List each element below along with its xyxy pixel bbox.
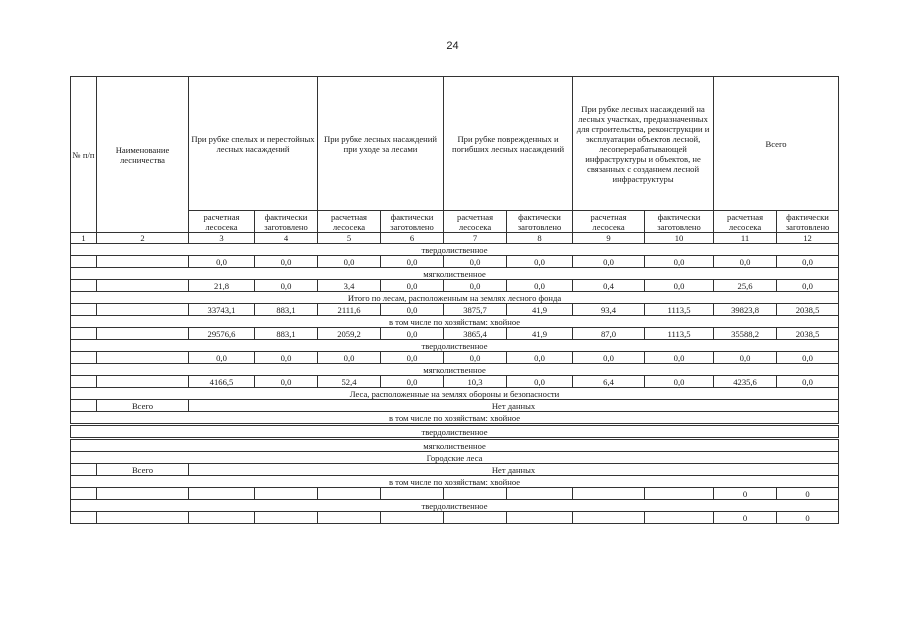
section-label: в том числе по хозяйствам: хвойное bbox=[71, 412, 839, 425]
section-label: твердолиственное bbox=[71, 244, 839, 256]
table-cell: 2111,6 bbox=[318, 304, 381, 316]
logging-volumes-table bbox=[70, 76, 839, 524]
section-label: твердолиственное bbox=[71, 425, 839, 439]
table-cell: 883,1 bbox=[255, 328, 318, 340]
cell-name bbox=[97, 328, 189, 340]
table-cell: 35588,2 bbox=[714, 328, 777, 340]
section-label: твердолиственное bbox=[71, 500, 839, 512]
table-cell: 6,4 bbox=[573, 376, 645, 388]
cell-no bbox=[71, 488, 97, 500]
table-cell bbox=[507, 488, 573, 500]
header-sub-a: расчетная лесосека bbox=[189, 211, 255, 233]
table-cell bbox=[255, 512, 318, 524]
table-cell: 0 bbox=[714, 488, 777, 500]
table-cell: 0,0 bbox=[573, 256, 645, 268]
table-cell: 0,0 bbox=[645, 376, 714, 388]
table-cell: 0,0 bbox=[255, 352, 318, 364]
cell-name bbox=[97, 304, 189, 316]
table-cell: 0,4 bbox=[573, 280, 645, 292]
cell-no bbox=[71, 352, 97, 364]
cell-name bbox=[97, 256, 189, 268]
section-label: в том числе по хозяйствам: хвойное bbox=[71, 316, 839, 328]
table-cell: 0,0 bbox=[318, 256, 381, 268]
table-cell: 0 bbox=[714, 512, 777, 524]
table-cell: 0,0 bbox=[777, 376, 839, 388]
table-row bbox=[71, 376, 839, 388]
table-cell: 0,0 bbox=[255, 280, 318, 292]
table-cell: 0,0 bbox=[507, 376, 573, 388]
table-cell: 1113,5 bbox=[645, 328, 714, 340]
header-sub-a: расчетная лесосека bbox=[714, 211, 777, 233]
table-cell: 0,0 bbox=[381, 376, 444, 388]
table-cell bbox=[381, 488, 444, 500]
table-cell: 0,0 bbox=[777, 256, 839, 268]
table-cell: 0,0 bbox=[777, 280, 839, 292]
table-cell: 0,0 bbox=[507, 352, 573, 364]
col-number: 7 bbox=[444, 233, 507, 244]
table-row bbox=[71, 352, 839, 364]
section-label: мягколиственное bbox=[71, 439, 839, 452]
table-cell: 10,3 bbox=[444, 376, 507, 388]
col-number: 10 bbox=[645, 233, 714, 244]
header-sub-b: фактически заготовлено bbox=[381, 211, 444, 233]
cell-no bbox=[71, 376, 97, 388]
table-cell: 0,0 bbox=[714, 256, 777, 268]
cell-name: Всего bbox=[97, 464, 189, 476]
table-cell: 4235,6 bbox=[714, 376, 777, 388]
table-cell: 33743,1 bbox=[189, 304, 255, 316]
section-label: твердолиственное bbox=[71, 340, 839, 352]
table-cell: 0,0 bbox=[507, 256, 573, 268]
cell-no bbox=[71, 464, 97, 476]
header-sub-a: расчетная лесосека bbox=[444, 211, 507, 233]
header-sub-b: фактически заготовлено bbox=[507, 211, 573, 233]
table-row bbox=[71, 400, 839, 412]
table-cell: 52,4 bbox=[318, 376, 381, 388]
table-cell: 0 bbox=[777, 488, 839, 500]
cell-no bbox=[71, 328, 97, 340]
table-cell: 0,0 bbox=[255, 256, 318, 268]
table-cell: 87,0 bbox=[573, 328, 645, 340]
table-cell: 3875,7 bbox=[444, 304, 507, 316]
table-cell: 0,0 bbox=[777, 352, 839, 364]
col-number: 8 bbox=[507, 233, 573, 244]
col-number: 4 bbox=[255, 233, 318, 244]
table-cell: 41,9 bbox=[507, 304, 573, 316]
table-cell: 883,1 bbox=[255, 304, 318, 316]
table-cell bbox=[645, 512, 714, 524]
cell-name: Всего bbox=[97, 400, 189, 412]
table-cell bbox=[444, 512, 507, 524]
section-label: в том числе по хозяйствам: хвойное bbox=[71, 476, 839, 488]
table-cell: 0,0 bbox=[444, 352, 507, 364]
header-row-groups bbox=[71, 77, 839, 211]
table-cell: 0,0 bbox=[444, 280, 507, 292]
table-cell bbox=[318, 488, 381, 500]
no-data-cell: Нет данных bbox=[189, 400, 839, 412]
section-label: мягколиственное bbox=[71, 364, 839, 376]
col-number: 3 bbox=[189, 233, 255, 244]
section-label: мягколиственное bbox=[71, 268, 839, 280]
header-sub-b: фактически заготовлено bbox=[255, 211, 318, 233]
table-cell: 0,0 bbox=[189, 256, 255, 268]
cell-no bbox=[71, 280, 97, 292]
col-number: 11 bbox=[714, 233, 777, 244]
header-sub-b: фактически заготовлено bbox=[777, 211, 839, 233]
header-no: № п/п bbox=[71, 77, 97, 233]
table-cell: 0,0 bbox=[444, 256, 507, 268]
table-cell: 29576,6 bbox=[189, 328, 255, 340]
table-row bbox=[71, 328, 839, 340]
table-cell: 0,0 bbox=[381, 328, 444, 340]
col-number: 2 bbox=[97, 233, 189, 244]
col-number: 1 bbox=[71, 233, 97, 244]
table-cell bbox=[255, 488, 318, 500]
col-number: 5 bbox=[318, 233, 381, 244]
header-sub-b: фактически заготовлено bbox=[645, 211, 714, 233]
table-cell: 3,4 bbox=[318, 280, 381, 292]
table-cell: 0,0 bbox=[645, 280, 714, 292]
table-cell bbox=[318, 512, 381, 524]
col-number: 12 bbox=[777, 233, 839, 244]
table-row bbox=[71, 256, 839, 268]
table-cell: 0,0 bbox=[381, 304, 444, 316]
table-cell: 0,0 bbox=[189, 352, 255, 364]
table-cell: 0,0 bbox=[645, 352, 714, 364]
table-cell: 39823,8 bbox=[714, 304, 777, 316]
table-cell: 1113,5 bbox=[645, 304, 714, 316]
table-cell bbox=[189, 512, 255, 524]
table-cell: 41,9 bbox=[507, 328, 573, 340]
cell-no bbox=[71, 304, 97, 316]
table-cell: 2038,5 bbox=[777, 328, 839, 340]
header-group-care: При рубке лесных насаждений при уходе за лесами bbox=[318, 77, 444, 211]
table-cell bbox=[381, 512, 444, 524]
table-cell: 4166,5 bbox=[189, 376, 255, 388]
page-number: 24 bbox=[446, 40, 459, 52]
header-sub-a: расчетная лесосека bbox=[573, 211, 645, 233]
cell-name bbox=[97, 280, 189, 292]
table-row bbox=[71, 464, 839, 476]
table-row bbox=[71, 512, 839, 524]
column-numbers-row bbox=[71, 233, 839, 244]
cell-name bbox=[97, 376, 189, 388]
section-label: Городские леса bbox=[71, 452, 839, 464]
table-cell: 0,0 bbox=[381, 280, 444, 292]
cell-no bbox=[71, 512, 97, 524]
table-cell bbox=[573, 488, 645, 500]
table-cell: 25,6 bbox=[714, 280, 777, 292]
no-data-cell: Нет данных bbox=[189, 464, 839, 476]
table-cell: 2038,5 bbox=[777, 304, 839, 316]
table-cell: 0,0 bbox=[318, 352, 381, 364]
table-cell: 93,4 bbox=[573, 304, 645, 316]
table-cell: 0,0 bbox=[573, 352, 645, 364]
table-cell bbox=[189, 488, 255, 500]
table-cell bbox=[444, 488, 507, 500]
table-row bbox=[71, 304, 839, 316]
table-cell bbox=[507, 512, 573, 524]
col-number: 6 bbox=[381, 233, 444, 244]
table-cell: 0,0 bbox=[255, 376, 318, 388]
cell-name bbox=[97, 512, 189, 524]
table-cell: 0,0 bbox=[714, 352, 777, 364]
table-cell: 2059,2 bbox=[318, 328, 381, 340]
cell-name bbox=[97, 352, 189, 364]
table-cell: 0,0 bbox=[645, 256, 714, 268]
table-cell bbox=[645, 488, 714, 500]
table-cell: 0,0 bbox=[507, 280, 573, 292]
header-name: Наименование лесничества bbox=[97, 77, 189, 233]
table-cell bbox=[573, 512, 645, 524]
section-label: Леса, расположенные на землях обороны и безопасности bbox=[71, 388, 839, 400]
table-cell: 21,8 bbox=[189, 280, 255, 292]
header-group-mature: При рубке спелых и перестойных лесных насаждений bbox=[189, 77, 318, 211]
table-cell: 0 bbox=[777, 512, 839, 524]
table-cell: 0,0 bbox=[381, 352, 444, 364]
header-group-construction: При рубке лесных насаждений на лесных участках, предназначенных для строительства, реконструкции и эксплуатации объектов лесной, лесоперерабатывающей инфраструктуры и объектов, не связанных с созданием лесной инфраструктуры bbox=[573, 77, 714, 211]
header-sub-a: расчетная лесосека bbox=[318, 211, 381, 233]
table-cell: 0,0 bbox=[381, 256, 444, 268]
table-row bbox=[71, 280, 839, 292]
header-group-total: Всего bbox=[714, 77, 839, 211]
table-cell: 3865,4 bbox=[444, 328, 507, 340]
header-group-damaged: При рубке поврежденных и погибших лесных насаждений bbox=[444, 77, 573, 211]
table-row bbox=[71, 488, 839, 500]
cell-name bbox=[97, 488, 189, 500]
col-number: 9 bbox=[573, 233, 645, 244]
cell-no bbox=[71, 400, 97, 412]
section-label: Итого по лесам, расположенным на землях лесного фонда bbox=[71, 292, 839, 304]
cell-no bbox=[71, 256, 97, 268]
